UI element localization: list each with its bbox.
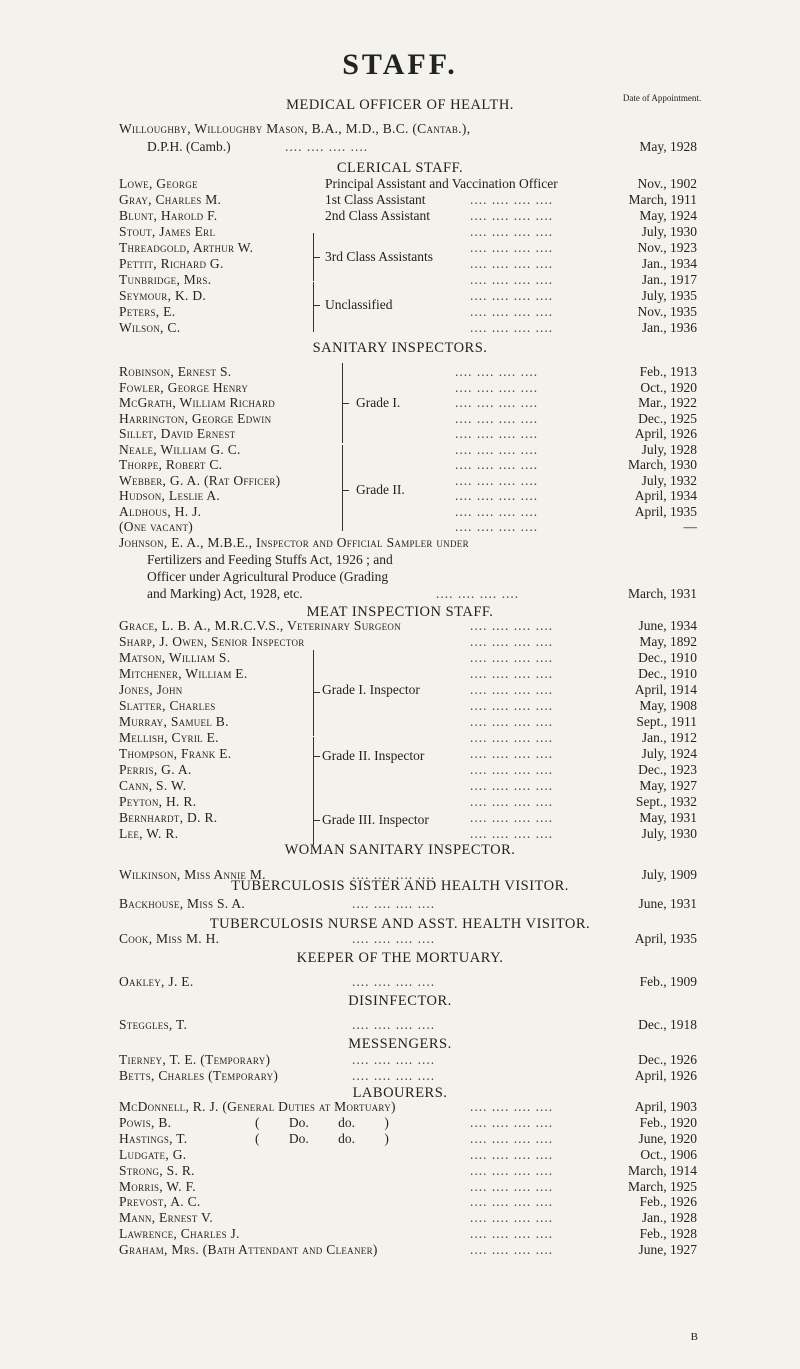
staff-note: ( Do. do. ) [255,1130,389,1146]
meat-row [0,650,800,666]
labourers-row [0,1179,800,1195]
appointment-date: March, 1925 [628,1178,697,1194]
labourers-row [0,1163,800,1179]
group-label: Grade II. [356,482,405,497]
leader-dots: .... .... .... .... [455,457,539,472]
leader-dots: .... .... .... .... [470,224,554,239]
appointment-date: May, 1924 [639,208,697,223]
appointment-date: April, 1934 [634,488,697,503]
staff-name: Ludgate, G. [119,1146,187,1162]
staff-name: Blunt, Harold F. [119,208,218,223]
meat-row [0,634,800,650]
leader-dots: .... .... .... .... [455,426,539,441]
moh-name-line1: Willoughby, Willoughby Mason, B.A., M.D., B.C. (Cantab.), [119,121,471,136]
staff-name: Sharp, J. Owen, Senior Inspector [119,634,305,649]
leader-dots: .... .... .... .... [470,762,554,777]
appointment-date: Mar., 1922 [638,395,697,410]
meat-row [0,666,800,682]
leader-dots: .... .... .... .... [470,794,554,809]
leader-dots: .... .... .... .... [352,931,436,946]
section-meat: MEAT INSPECTION STAFF. [306,604,494,620]
leader-dots: .... .... .... .... [470,304,554,319]
staff-name: Graham, Mrs. (Bath Attendant and Cleaner) [119,1242,378,1258]
leader-dots: .... .... .... .... [455,395,539,410]
staff-name: Lowe, George [119,176,198,191]
section-disinfector: DISINFECTOR. [348,993,452,1009]
appointment-date: Jan., 1934 [641,256,697,271]
leader-dots: .... .... .... .... [470,272,554,287]
staff-name: Lee, W. R. [119,826,179,841]
group-label: Unclassified [325,297,393,312]
sanitary-row [0,364,800,380]
appointment-date: Jan., 1917 [641,272,697,287]
leader-dots: .... .... .... .... [470,1178,554,1194]
appointment-date: July, 1924 [641,746,697,761]
appointment-date: May, 1931 [639,810,697,825]
appointment-date: June, 1927 [638,1242,697,1258]
labourers-row [0,1131,800,1147]
staff-name: Slatter, Charles [119,698,216,713]
appointment-date: Nov., 1902 [637,176,697,191]
johnson-line1: Johnson, E. A., M.B.E., Inspector and Official Sampler under [119,535,469,550]
group-label: Grade I. [356,395,401,410]
staff-name: Peters, E. [119,304,176,319]
staff-name: Betts, Charles (Temporary) [119,1068,279,1083]
leader-dots: .... .... .... .... [285,139,369,154]
staff-grade: 1st Class Assistant [325,192,426,207]
clerical-row [0,208,800,224]
appointment-date: Jan., 1936 [641,320,697,335]
staff-name: Tierney, T. E. (Temporary) [119,1052,271,1067]
appointment-date: April, 1914 [634,682,697,697]
leader-dots: .... .... .... .... [470,714,554,729]
leader-dots: .... .... .... .... [470,826,554,841]
page-signature: B [690,1331,698,1343]
date-of-appointment-header: Date of Appointment. [622,93,702,103]
staff-name: Robinson, Ernest S. [119,364,232,379]
appointment-date: Sept., 1932 [635,794,697,809]
appointment-date: May, 1908 [639,698,697,713]
appointment-date: July, 1935 [641,288,697,303]
sanitary-row [0,380,800,396]
appointment-date: Dec., 1910 [638,650,697,665]
section-woman: WOMAN SANITARY INSPECTOR. [284,842,516,858]
meat-row [0,698,800,714]
staff-name: McGrath, William Richard [119,395,276,410]
leader-dots: .... .... .... .... [352,1017,436,1032]
appointment-date: March, 1911 [628,192,697,207]
sanitary-row [0,411,800,427]
appointment-date: Dec., 1910 [638,666,697,681]
staff-name: Cann, S. W. [119,778,187,793]
leader-dots: .... .... .... .... [470,746,554,761]
staff-name: Wilson, C. [119,320,181,335]
appointment-date: Jan., 1928 [641,1210,697,1226]
staff-name: Mitchener, William E. [119,666,248,681]
sanitary-group-grade2 [0,482,800,498]
appointment-date: March, 1914 [628,1162,697,1178]
clerical-row [0,192,800,208]
staff-name: Sillet, David Ernest [119,426,236,441]
staff-name: Lawrence, Charles J. [119,1226,240,1242]
leader-dots: .... .... .... .... [455,410,539,426]
appointment-date: Sept., 1911 [636,714,697,729]
appointment-date: April, 1926 [634,1068,697,1083]
sanitary-row [0,426,800,442]
sanitary-row [0,442,800,458]
labourers-row [0,1242,800,1258]
group-label: Grade III. Inspector [322,812,429,827]
staff-note: ( Do. do. ) [255,1114,389,1130]
appointment-date: — [683,519,697,534]
leader-dots: .... .... .... .... [352,896,436,911]
section-sanitary: SANITARY INSPECTORS. [312,340,488,356]
sanitary-row [0,504,800,520]
staff-name: Aldhous, H. J. [119,503,202,519]
staff-name: Fowler, George Henry [119,379,249,395]
leader-dots: .... .... .... .... [470,666,554,681]
moh-row [0,121,800,137]
moh-name-line2: D.P.H. (Camb.) [147,139,231,154]
meat-row [0,730,800,746]
staff-name: Morris, W. F. [119,1178,196,1194]
staff-name: Seymour, K. D. [119,288,207,303]
leader-dots: .... .... .... .... [470,1242,554,1258]
appointment-date: April, 1926 [634,426,697,441]
staff-name: Murray, Samuel B. [119,714,229,729]
labourers-row [0,1099,800,1115]
leader-dots: .... .... .... .... [352,974,436,989]
leader-dots: .... .... .... .... [455,441,539,457]
appointment-date: May, 1927 [639,778,697,793]
appointment-date: Oct., 1906 [640,1146,697,1162]
staff-name: McDonnell, R. J. (General Duties at Mortuary) [119,1099,396,1114]
group-label: 3rd Class Assistants [325,249,434,264]
leader-dots: .... .... .... .... [352,867,436,882]
staff-name: Stout, James Erl [119,224,216,239]
leader-dots: .... .... .... .... [470,1194,554,1210]
appointment-date: Dec., 1926 [638,1052,697,1067]
messengers-row [0,1068,800,1084]
section-tb-sister: TUBERCULOSIS SISTER AND HEALTH VISITOR. [231,878,569,894]
appointment-date: Feb., 1928 [639,1226,697,1242]
clerical-row [0,176,800,192]
appointment-date: April, 1935 [634,503,697,519]
clerical-row [0,272,800,288]
staff-name: Perris, G. A. [119,762,192,777]
appointment-date: July, 1928 [641,441,697,457]
staff-name: Mellish, Cyril E. [119,730,219,745]
meat-row [0,714,800,730]
appointment-date: April, 1903 [634,1099,697,1114]
appointment-date: July, 1930 [641,826,697,841]
leader-dots: .... .... .... .... [455,472,539,488]
staff-name: Tunbridge, Mrs. [119,272,212,287]
leader-dots: .... .... .... .... [470,778,554,793]
sanitary-group-grade1 [0,395,800,411]
sanitary-row [0,457,800,473]
staff-name: (One vacant) [119,519,194,534]
appointment-date: Nov., 1923 [637,240,697,255]
appointment-date: July, 1932 [641,472,697,488]
section-tb-nurse: TUBERCULOSIS NURSE AND ASST. HEALTH VISITOR. [209,916,591,932]
leader-dots: .... .... .... .... [470,1099,554,1114]
leader-dots: .... .... .... .... [470,730,554,745]
disinfector-row: Steggles, T. .... .... .... .... Dec., 1918 [119,1017,697,1032]
meat-group-grade3 [0,812,800,828]
clerical-group-unclassified [0,297,800,313]
leader-dots: .... .... .... .... [470,240,554,255]
leader-dots: .... .... .... .... [455,503,539,519]
staff-name: Threadgold, Arthur W. [119,240,254,255]
staff-name: Powis, B. [119,1114,172,1130]
leader-dots: .... .... .... .... [455,488,539,503]
staff-name: Bernhardt, D. R. [119,810,218,825]
leader-dots: .... .... .... .... [470,698,554,713]
appointment-date: Dec., 1925 [638,410,697,426]
staff-name: Grace, L. B. A., M.R.C.V.S., Veterinary Surgeon [119,618,402,633]
appointment-date: July, 1930 [641,224,697,239]
leader-dots: .... .... .... .... [455,379,539,395]
leader-dots: .... .... .... .... [470,682,554,697]
staff-name: Matson, William S. [119,650,231,665]
leader-dots: .... .... .... .... [470,650,554,665]
staff-grade: Principal Assistant and Vaccination Officer [325,176,558,191]
section-messengers: MESSENGERS. [348,1036,452,1052]
appointment-date: Dec., 1923 [638,762,697,777]
leader-dots: .... .... .... .... [455,519,539,534]
johnson-line4: and Marking) Act, 1928, etc. .... .... .... .... March, 1931 [147,586,697,601]
labourers-row [0,1210,800,1226]
leader-dots: .... .... .... .... [470,256,554,271]
section-mortuary: KEEPER OF THE MORTUARY. [296,950,504,966]
tb-sister-row: Backhouse, Miss S. A. .... .... .... .... June, 1931 [119,896,697,911]
staff-name: Strong, S. R. [119,1162,195,1178]
meat-group-grade2 [0,748,800,764]
leader-dots: .... .... .... .... [470,192,554,207]
labourers-row [0,1115,800,1131]
meat-group-grade1 [0,682,800,698]
leader-dots: .... .... .... .... [352,1068,436,1083]
messengers-row [0,1052,800,1068]
staff-name: Prevost, A. C. [119,1194,201,1210]
clerical-group-3rd [0,249,800,265]
leader-dots: .... .... .... .... [470,1210,554,1226]
staff-name: Harrington, George Edwin [119,410,272,426]
leader-dots: .... .... .... .... [470,634,554,649]
appointment-date: June, 1920 [638,1130,697,1146]
staff-name: Thompson, Frank E. [119,746,232,761]
staff-name: Pettit, Richard G. [119,256,224,271]
appointment-date: Feb., 1926 [639,1194,697,1210]
labourers-row [0,1226,800,1242]
sanitary-row [0,519,800,535]
staff-grade: 2nd Class Assistant [325,208,431,223]
staff-name: Thorpe, Robert C. [119,457,223,472]
page-title: STAFF. [342,48,458,81]
tb-nurse-row: Cook, Miss M. H. .... .... .... .... April, 1935 [119,931,697,946]
staff-name: Neale, William G. C. [119,441,241,457]
leader-dots: .... .... .... .... [470,288,554,303]
appointment-date: Oct., 1920 [640,379,697,395]
leader-dots: .... .... .... .... [436,586,520,601]
staff-name: Hastings, T. [119,1130,188,1146]
leader-dots: .... .... .... .... [470,1226,554,1242]
leader-dots: .... .... .... .... [352,1052,436,1067]
staff-name: Peyton, H. R. [119,794,197,809]
staff-name: Webber, G. A. (Rat Officer) [119,472,281,488]
meat-row [0,618,800,634]
meat-row [0,778,800,794]
group-label: Grade II. Inspector [322,748,425,763]
woman-row: Wilkinson, Miss Annie M. .... .... .... .... July, 1909 [119,867,697,882]
meat-row [0,762,800,778]
meat-row [0,794,800,810]
leader-dots: .... .... .... .... [470,320,554,335]
johnson-date: March, 1931 [628,586,697,601]
clerical-row [0,224,800,240]
section-clerical: CLERICAL STAFF. [336,160,464,176]
staff-name: Jones, John [119,682,183,697]
leader-dots: .... .... .... .... [470,618,554,633]
leader-dots: .... .... .... .... [470,1114,554,1130]
appointment-date: Jan., 1912 [641,730,697,745]
appointment-date: Feb., 1913 [639,364,697,379]
appointment-date: Feb., 1920 [639,1114,697,1130]
appointment-date: May, 1892 [639,634,697,649]
leader-dots: .... .... .... .... [470,1162,554,1178]
leader-dots: .... .... .... .... [455,364,539,379]
section-moh: MEDICAL OFFICER OF HEALTH. [286,97,514,113]
staff-name: Gray, Charles M. [119,192,222,207]
leader-dots: .... .... .... .... [470,1146,554,1162]
leader-dots: .... .... .... .... [470,810,554,825]
section-labourers: LABOURERS. [352,1085,448,1101]
appointment-date: March, 1930 [628,457,697,472]
appointment-date: Nov., 1935 [637,304,697,319]
leader-dots: .... .... .... .... [470,208,554,223]
labourers-row [0,1194,800,1210]
johnson-line2: Fertilizers and Feeding Stuffs Act, 1926 ; and [147,552,393,567]
moh-row-2 [0,139,800,155]
moh-date: May, 1928 [639,139,697,154]
labourers-row [0,1147,800,1163]
leader-dots: .... .... .... .... [470,1130,554,1146]
staff-name: Hudson, Leslie A. [119,488,221,503]
clerical-row [0,320,800,336]
staff-name: Mann, Ernest V. [119,1210,214,1226]
meat-row [0,826,800,842]
appointment-date: June, 1934 [638,618,697,633]
johnson-line3: Officer under Agricultural Produce (Grading [147,569,389,584]
mortuary-row: Oakley, J. E. .... .... .... .... Feb., 1909 [119,974,697,989]
group-label: Grade I. Inspector [322,682,420,697]
